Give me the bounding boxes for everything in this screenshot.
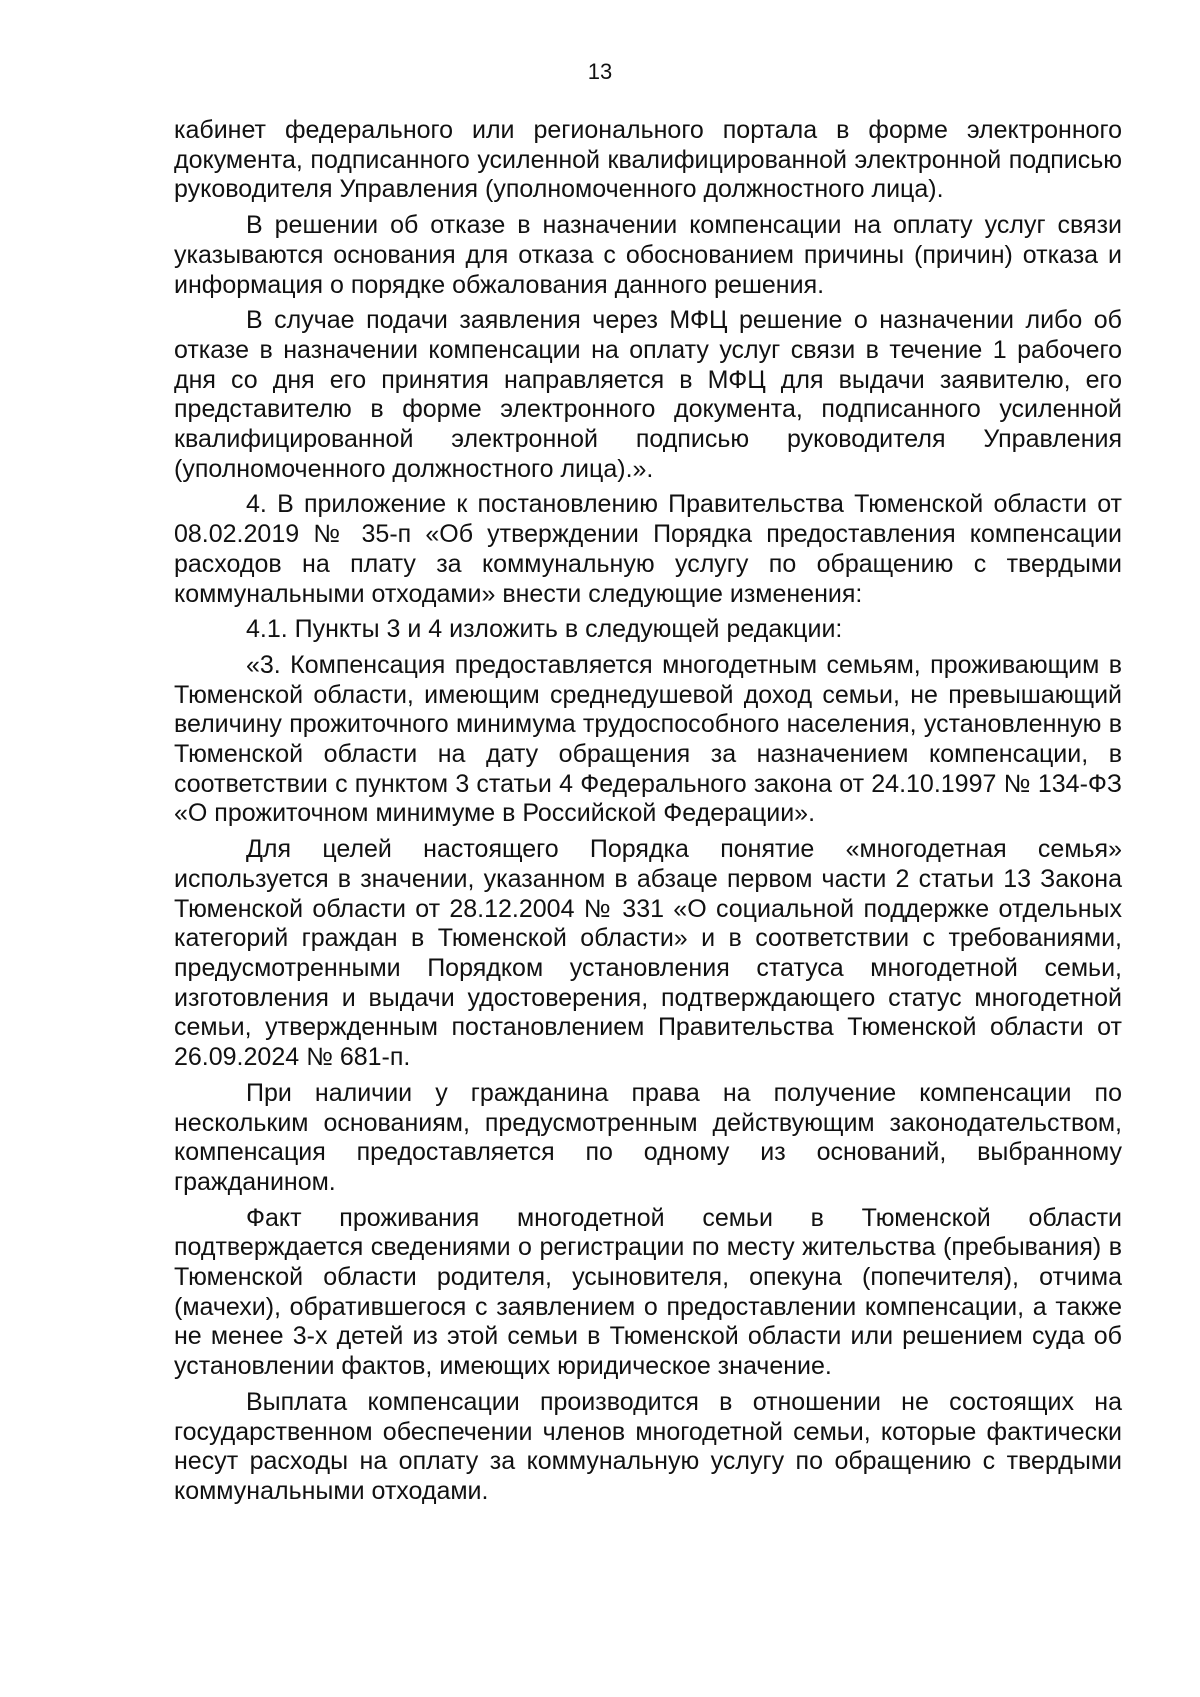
paragraph-point-3: «3. Компенсация предоставляется многодетным семьям, проживающим в Тюменской области, имеющим среднедушевой доход семьи, не превышающий величину прожиточного минимума трудоспособного населения, установленную в Тюменской области на дату обращения за назначением компенсации, в соответствии с пунктом 3 статьи 4 Федерального закона от 24.10.1997 № 134-ФЗ «О прожиточном минимуме в Российской Федерации». xyxy=(174,650,1122,828)
paragraph-refusal-decision: В решении об отказе в назначении компенсации на оплату услуг связи указываются основания для отказа с обоснованием причины (причин) отказа и информация о порядке обжалования данного решения. xyxy=(174,211,1122,299)
paragraph-multiple-grounds: При наличии у гражданина права на получение компенсации по нескольким основаниям, предусмотренным действующим законодательством, компенсация предоставляется по одному из оснований, выбранному гражданином. xyxy=(174,1078,1122,1196)
paragraph-item-4: 4. В приложение к постановлению Правительства Тюменской области от 08.02.2019 № 35-п «Об утверждении Порядка предоставления компенсации расходов на плату за коммунальную услугу по обращению с твердыми коммунальными отходами» внести следующие изменения: xyxy=(174,490,1122,608)
paragraph-payment: Выплата компенсации производится в отношении не состоящих на государственном обеспечении членов многодетной семьи, которые фактически несут расходы на оплату за коммунальную услугу по обращению с твердыми коммунальными отходами. xyxy=(174,1387,1122,1505)
page-number: 13 xyxy=(587,59,613,84)
paragraph-large-family-definition: Для целей настоящего Порядка понятие «многодетная семья» используется в значении, указанном в абзаце первом части 2 статьи 13 Закона Тюменской области от 28.12.2004 № 331 «О социальной поддержке отдельных категорий граждан в Тюменской области» и в соответствии с требованиями, предусмотренными Порядком установления статуса многодетной семьи, изготовления и выдачи удостоверения, подтверждающего статус многодетной семьи, утвержденным постановлением Правительства Тюменской области от 26.09.2024 № 681-п. xyxy=(174,835,1122,1072)
paragraph-item-4-1: 4.1. Пункты 3 и 4 изложить в следующей редакции: xyxy=(246,615,843,644)
paragraph-continuation: кабинет федерального или регионального портала в форме электронного документа, подписанного усиленной квалифицированной электронной подписью руководителя Управления (уполномоченного должностного лица). xyxy=(174,116,1122,204)
document-body xyxy=(174,116,1122,1513)
paragraph-mfc-submission: В случае подачи заявления через МФЦ решение о назначении либо об отказе в назначении компенсации на оплату услуг связи в течение 1 рабочего дня со дня его принятия направляется в МФЦ для выдачи заявителю, его представителю в форме электронного документа, подписанного усиленной квалифицированной электронной подписью руководителя Управления (уполномоченного должностного лица).». xyxy=(174,306,1122,483)
paragraph-residence-confirmation: Факт проживания многодетной семьи в Тюменской области подтверждается сведениями о регистрации по месту жительства (пребывания) в Тюменской области родителя, усыновителя, опекуна (попечителя), отчима (мачехи), обратившегося с заявлением о предоставлении компенсации, а также не менее 3-х детей из этой семьи в Тюменской области или решением суда об установлении фактов, имеющих юридическое значение. xyxy=(174,1203,1122,1381)
